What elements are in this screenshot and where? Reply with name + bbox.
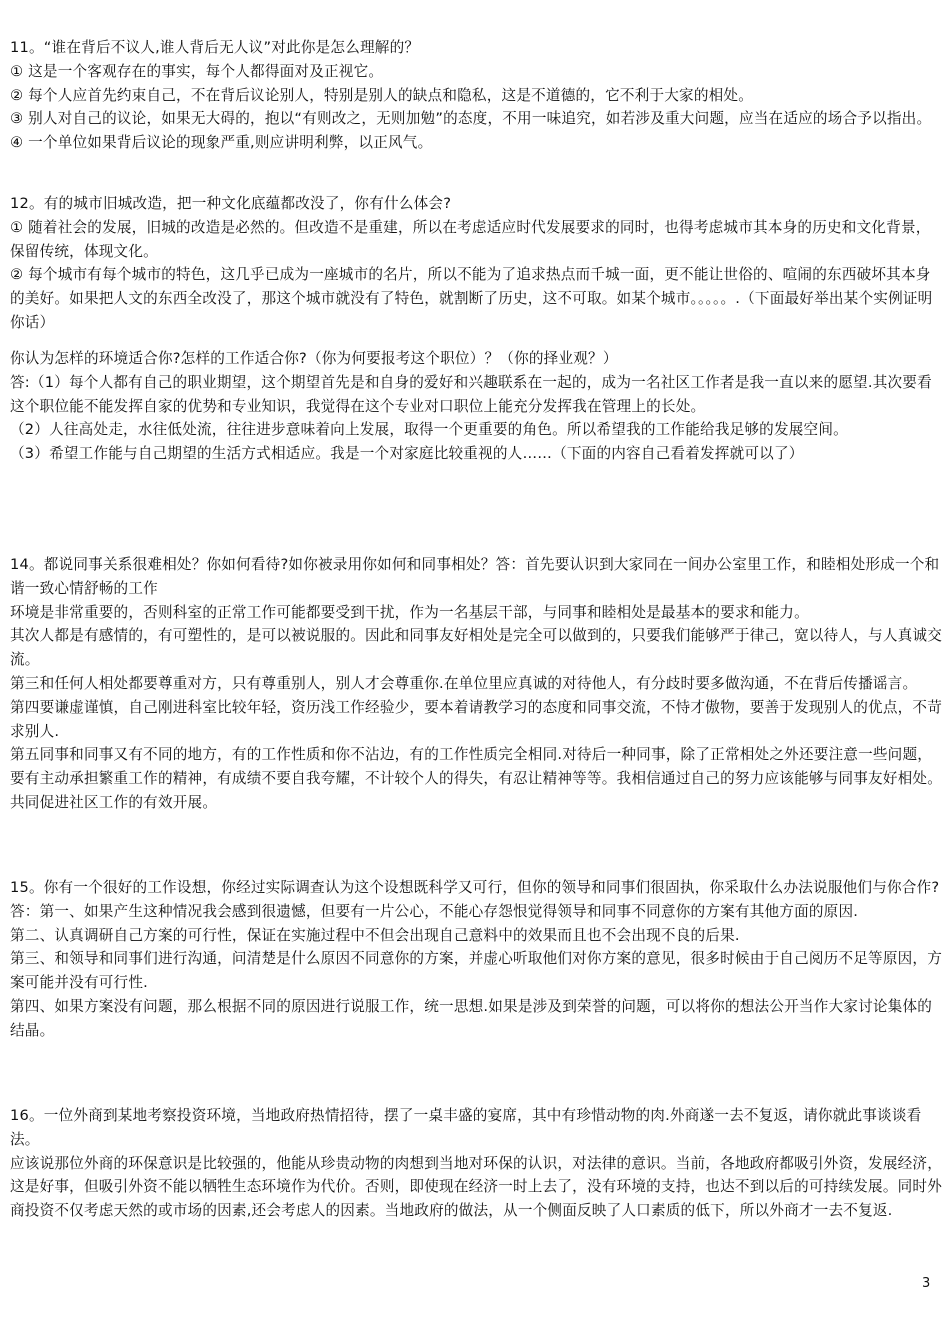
answer-line: 第五同事和同事又有不同的地方，有的工作性质和你不沾边，有的工作性质完全相同.对待后一种同事，除了正常相处之外还要注意一些问题，要有主动承担繁重工作的精神，有成绩不要自我夸耀，不计较个人的得失，有忍让精神等等。我相信通过自己的努力应该能够与同事友好相处。共同促进社区工作的有效开展。	[10, 746, 943, 811]
question-title: 16。一位外商到某地考察投资环境，当地政府热情招待，摆了一桌丰盛的宴席，其中有珍惜动物的肉.外商遂一去不复返，请你就此事谈谈看法。	[10, 1107, 922, 1148]
answer-line: ② 每个城市有每个城市的特色，这几乎已成为一座城市的名片，所以不能为了追求热点而千城一面，更不能让世俗的、喧闹的东西破坏其本身的美好。如果把人文的东西全改没了，那这个城市就没有了特色，就割断了历史，这不可取。如某个城市。。。。。.（下面最好举出某个实例证明你话）	[10, 266, 933, 331]
answer-line: 第四、如果方案没有问题，那么根据不同的原因进行说服工作，统一思想.如果是涉及到荣誉的问题，可以将你的想法公开当作大家讨论集体的结晶。	[10, 997, 933, 1039]
answer-line: ③ 别人对自己的议论，如果无大碍的，抱以“有则改之，无则加勉”的态度，不用一味追究，如若涉及重大问题，应当在适应的场合予以指出。	[10, 110, 932, 128]
question-11	[10, 36, 944, 155]
question-16	[10, 1104, 944, 1223]
answer-line: 环境是非常重要的，否则科室的正常工作可能都要受到干扰，作为一名基层干部，与同事和睦相处是最基本的要求和能力。	[10, 603, 809, 621]
answer-line: 第三和任何人相处都要尊重对方，只有尊重别人，别人才会尊重你.在单位里应真诚的对待他人，有分歧时要多做沟通，不在背后传播谣言。	[10, 674, 918, 692]
answer-line: 第三、和领导和同事们进行沟通，问清楚是什么原因不同意你的方案，并虚心听取他们对你方案的意见，很多时候由于自己阅历不足等原因，方案可能并没有可行性.	[10, 950, 943, 992]
answer-line: ② 每个人应首先约束自己，不在背后议论别人，特别是别人的缺点和隐私，这是不道德的，它不利于大家的相处。	[10, 86, 754, 104]
answer-line: 其次人都是有感情的，有可塑性的，是可以被说服的。因此和同事友好相处是完全可以做到的，只要我们能够严于律己，宽以待人，与人真诚交流。	[10, 627, 943, 669]
question-title: 你认为怎样的环境适合你?怎样的工作适合你?（你为何要报考这个职位）？（你的择业观？）	[10, 350, 618, 367]
question-14	[10, 553, 944, 815]
answer-line: （2）人往高处走，水往低处流，往往进步意味着向上发展，取得一个更重要的角色。所以希望我的工作能给我足够的发展空间。	[10, 421, 848, 439]
page-number: 3	[922, 1276, 931, 1291]
answer-line: ① 随着社会的发展，旧城的改造是必然的。但改造不是重建，所以在考虑适应时代发展要求的同时，也得考虑城市其本身的历史和文化背景，保留传统，体现文化。	[10, 218, 931, 260]
question-title: 14。都说同事关系很难相处？你如何看待?如你被录用你如何和同事相处？答：首先要认识到大家同在一间办公室里工作，和睦相处形成一个和谐一致心情舒畅的工作	[10, 556, 940, 597]
answer-line: 应该说那位外商的环保意识是比较强的，他能从珍贵动物的肉想到当地对环保的认识，对法律的意识。当前，各地政府都吸引外资，发展经济，这是好事，但吸引外资不能以牺牲生态环境作为代价。否则，即使现在经济一时上去了，没有环境的支持，也达不到以后的可持续发展。同时外商投资不仅考虑天然的或市场的因素,还会考虑人的因素。当地政府的做法，从一个侧面反映了人口素质的低下，所以外商才一去不复返.	[10, 1154, 943, 1220]
question-title: 12。有的城市旧城改造，把一种文化底蕴都改没了，你有什么体会?	[10, 195, 452, 212]
answer-line: ④ 一个单位如果背后议论的现象严重,则应讲明利弊，以正风气。	[10, 134, 433, 152]
question-title: 11。“谁在背后不议人,谁人背后无人议”对此你是怎么理解的？	[10, 39, 420, 56]
question-15	[10, 876, 944, 1043]
answer-line: 答：第一、如果产生这种情况我会感到很遗憾，但要有一片公心，不能心存怨恨觉得领导和同事不同意你的方案有其他方面的原因.	[10, 902, 859, 920]
question-title: 15。你有一个很好的工作设想，你经过实际调查认为这个设想既科学又可行，但你的领导和同事们很固执，你采取什么办法说服他们与你合作?	[10, 879, 940, 896]
question-13	[10, 347, 944, 466]
answer-line: ① 这是一个客观存在的事实，每个人都得面对及正视它。	[10, 62, 384, 80]
answer-line: 答:（1）每个人都有自己的职业期望，这个期望首先是和自身的爱好和兴趣联系在一起的，成为一名社区工作者是我一直以来的愿望.其次要看这个职位能不能发挥自家的优势和专业知识，我觉得在这个专业对口职位上能充分发挥我在管理上的长处。	[10, 373, 932, 415]
question-12	[10, 192, 944, 335]
answer-line: 第四要谦虚谨慎，自己刚进科室比较年轻，资历浅工作经验少，要本着请教学习的态度和同事交流，不恃才傲物，要善于发现别人的优点，不苛求别人.	[10, 698, 943, 740]
answer-line: 第二、认真调研自己方案的可行性，保证在实施过程中不但会出现自己意料中的效果而且也不会出现不良的后果.	[10, 926, 740, 944]
answer-line: （3）希望工作能与自己期望的生活方式相适应。我是一个对家庭比较重视的人……（下面的内容自己看着发挥就可以了）	[10, 445, 804, 463]
